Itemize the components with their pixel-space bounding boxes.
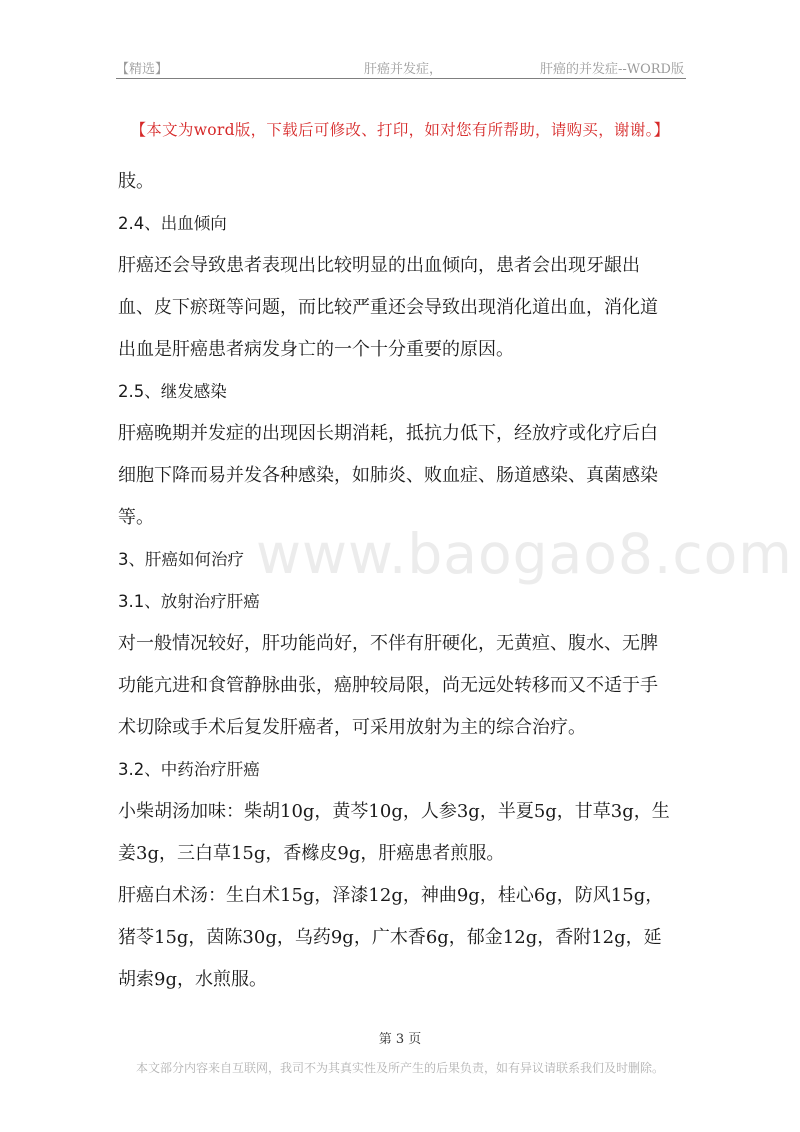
paragraph-line: 肝癌晚期并发症的出现因长期消耗，抵抗力低下，经放疗或化疗后白 — [118, 423, 658, 444]
paragraph-line: 胡索9g，水煎服。 — [118, 969, 267, 990]
header-left-label: 【精选】 — [116, 62, 169, 77]
watermark: www.baogao8.com — [256, 522, 793, 586]
purchase-notice: 【本文为word版，下载后可修改、打印，如对您有所帮助，请购买，谢谢。】 — [130, 121, 670, 139]
paragraph-line: 小柴胡汤加味：柴胡10g，黄芩10g，人参3g，半夏5g，甘草3g，生 — [118, 801, 670, 822]
paragraph-line: 猪苓15g，茵陈30g，乌药9g，广木香6g，郁金12g，香附12g，延 — [118, 927, 662, 948]
paragraph-line: 细胞下降而易并发各种感染，如肺炎、败血症、肠道感染、真菌感染 — [118, 465, 658, 486]
header-right-label: 肝癌的并发症--WORD版 — [539, 62, 684, 77]
section-heading-3: 3、肝癌如何治疗 — [118, 550, 244, 569]
paragraph-line: 血、皮下瘀斑等问题，而比较严重还会导致出现消化道出血，消化道 — [118, 297, 658, 318]
page-number: 第 3 页 — [378, 1032, 422, 1047]
paragraph-line: 肝癌还会导致患者表现出比较明显的出血倾向，患者会出现牙龈出 — [118, 255, 640, 276]
section-heading-2-5: 2.5、继发感染 — [118, 382, 227, 401]
section-heading-2-4: 2.4、出血倾向 — [118, 214, 227, 233]
paragraph-line: 出血是肝癌患者病发身亡的一个十分重要的原因。 — [118, 339, 514, 360]
paragraph-line: 肝癌白术汤：生白术15g，泽漆12g，神曲9g，桂心6g，防风15g， — [118, 885, 664, 906]
paragraph-line: 姜3g，三白草15g，香橼皮9g，肝癌患者煎服。 — [118, 843, 505, 864]
paragraph-line: 肢。 — [118, 171, 154, 192]
header-middle-label: 肝癌并发症， — [364, 62, 443, 77]
footer-disclaimer: 本文部分内容来自互联网，我司不为其真实性及所产生的后果负责，如有异议请联系我们及时删除。 — [135, 1061, 664, 1075]
paragraph-line: 术切除或手术后复发肝癌者，可采用放射为主的综合治疗。 — [118, 717, 586, 738]
document-body — [118, 166, 686, 996]
section-heading-3-1: 3.1、放射治疗肝癌 — [118, 592, 260, 611]
page-header — [116, 56, 686, 79]
paragraph-line: 对一般情况较好，肝功能尚好，不伴有肝硬化，无黄疸、腹水、无脾 — [118, 633, 658, 654]
paragraph-line: 等。 — [118, 507, 154, 528]
section-heading-3-2: 3.2、中药治疗肝癌 — [118, 760, 260, 779]
paragraph-line: 功能亢进和食管静脉曲张，癌肿较局限，尚无远处转移而又不适于手 — [118, 675, 658, 696]
